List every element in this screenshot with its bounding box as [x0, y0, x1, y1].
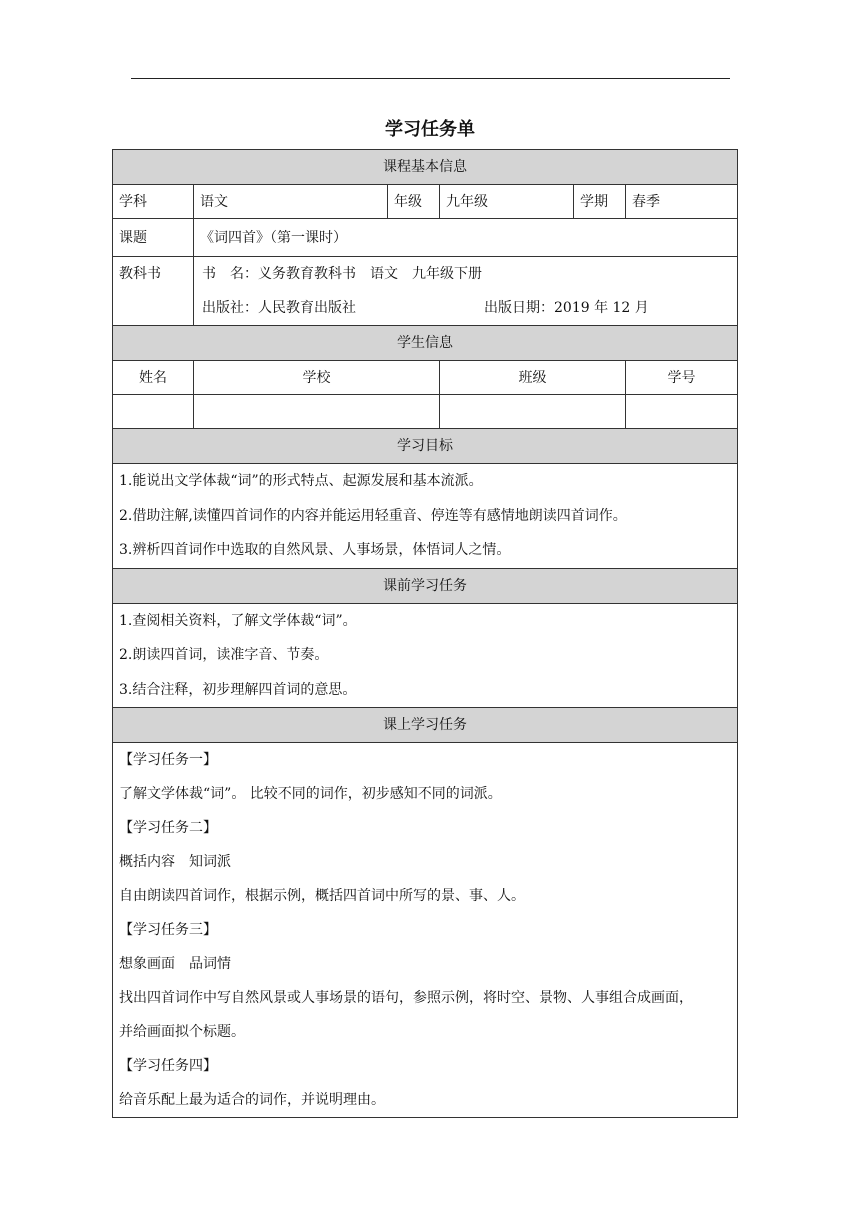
- name-header: 姓名: [113, 361, 194, 395]
- task-heading: 【学习任务二】: [119, 820, 217, 836]
- topic-label: 课题: [113, 219, 194, 257]
- row-pre-tasks: [113, 603, 738, 708]
- task-text: 想象画面 品词情: [119, 956, 231, 972]
- task-heading: 【学习任务一】: [119, 752, 217, 768]
- section-title-pre: 课前学习任务: [113, 568, 738, 603]
- grade-label: 年级: [388, 185, 440, 219]
- textbook-label: 教科书: [113, 257, 194, 326]
- pre-task-item: 1.查阅相关资料，了解文学体裁“词”。: [119, 612, 357, 629]
- subject-label: 学科: [113, 185, 194, 219]
- task-text: 了解文学体裁“词”。 比较不同的词作，初步感知不同的词派。: [119, 786, 502, 802]
- class-field[interactable]: [440, 395, 626, 429]
- textbook-value: [194, 257, 738, 326]
- row-student-headers: [113, 361, 738, 395]
- book-name-label: 书 名：: [202, 266, 258, 282]
- section-title-student: 学生信息: [113, 326, 738, 361]
- name-field[interactable]: [113, 395, 194, 429]
- section-title-goals: 学习目标: [113, 429, 738, 464]
- class-header: 班级: [440, 361, 626, 395]
- task-text: 找出四首词作中写自然风景或人事场景的语句，参照示例，将时空、景物、人事组合成画面，: [119, 990, 693, 1006]
- goals-list: [113, 464, 738, 569]
- goal-item: 2.借助注解,读懂四首词作的内容并能运用轻重音、停连等有感情地朗读四首词作。: [119, 507, 627, 524]
- school-header: 学校: [194, 361, 440, 395]
- book-name: 义务教育教科书 语文 九年级下册: [258, 266, 482, 282]
- topic-value: 《词四首》（第一课时）: [194, 219, 738, 257]
- publish-date: 出版日期：2019 年 12 月: [484, 300, 649, 316]
- class-task-list: [113, 743, 738, 1118]
- section-header-basic: [113, 150, 738, 185]
- page-title: 学习任务单: [385, 119, 475, 140]
- section-header-pre: [113, 568, 738, 603]
- publisher: 出版社：人民教育出版社: [202, 300, 356, 316]
- row-class-tasks: [113, 743, 738, 1118]
- row-topic: [113, 219, 738, 257]
- school-field[interactable]: [194, 395, 440, 429]
- subject-value: 语文: [194, 185, 388, 219]
- section-header-student: [113, 326, 738, 361]
- term-label: 学期: [574, 185, 626, 219]
- task-text: 并给画面拟个标题。: [119, 1024, 245, 1040]
- row-textbook: [113, 257, 738, 326]
- task-heading: 【学习任务三】: [119, 922, 217, 938]
- section-title-class: 课上学习任务: [113, 708, 738, 743]
- row-student-inputs: [113, 395, 738, 429]
- task-text: 给音乐配上最为适合的词作，并说明理由。: [119, 1092, 385, 1108]
- pre-task-item: 2.朗读四首词，读准字音、节奏。: [119, 647, 329, 664]
- task-sheet-table: [112, 149, 738, 1118]
- goal-item: 3.辨析四首词作中选取的自然风景、人事场景，体悟词人之情。: [119, 542, 511, 559]
- row-goals: [113, 464, 738, 569]
- section-header-goals: [113, 429, 738, 464]
- grade-value: 九年级: [440, 185, 574, 219]
- term-value: 春季: [626, 185, 738, 219]
- section-header-class: [113, 708, 738, 743]
- task-text: 概括内容 知词派: [119, 854, 231, 870]
- row-subject: [113, 185, 738, 219]
- id-header: 学号: [626, 361, 738, 395]
- task-heading: 【学习任务四】: [119, 1058, 217, 1074]
- task-text: 自由朗读四首词作，根据示例，概括四首词中所写的景、事、人。: [119, 888, 525, 904]
- id-field[interactable]: [626, 395, 738, 429]
- pre-task-list: [113, 603, 738, 708]
- goal-item: 1.能说出文学体裁“词”的形式特点、起源发展和基本流派。: [119, 473, 483, 490]
- section-title-basic: 课程基本信息: [113, 150, 738, 185]
- header-rule: [131, 78, 730, 79]
- pre-task-item: 3.结合注释，初步理解四首词的意思。: [119, 681, 357, 698]
